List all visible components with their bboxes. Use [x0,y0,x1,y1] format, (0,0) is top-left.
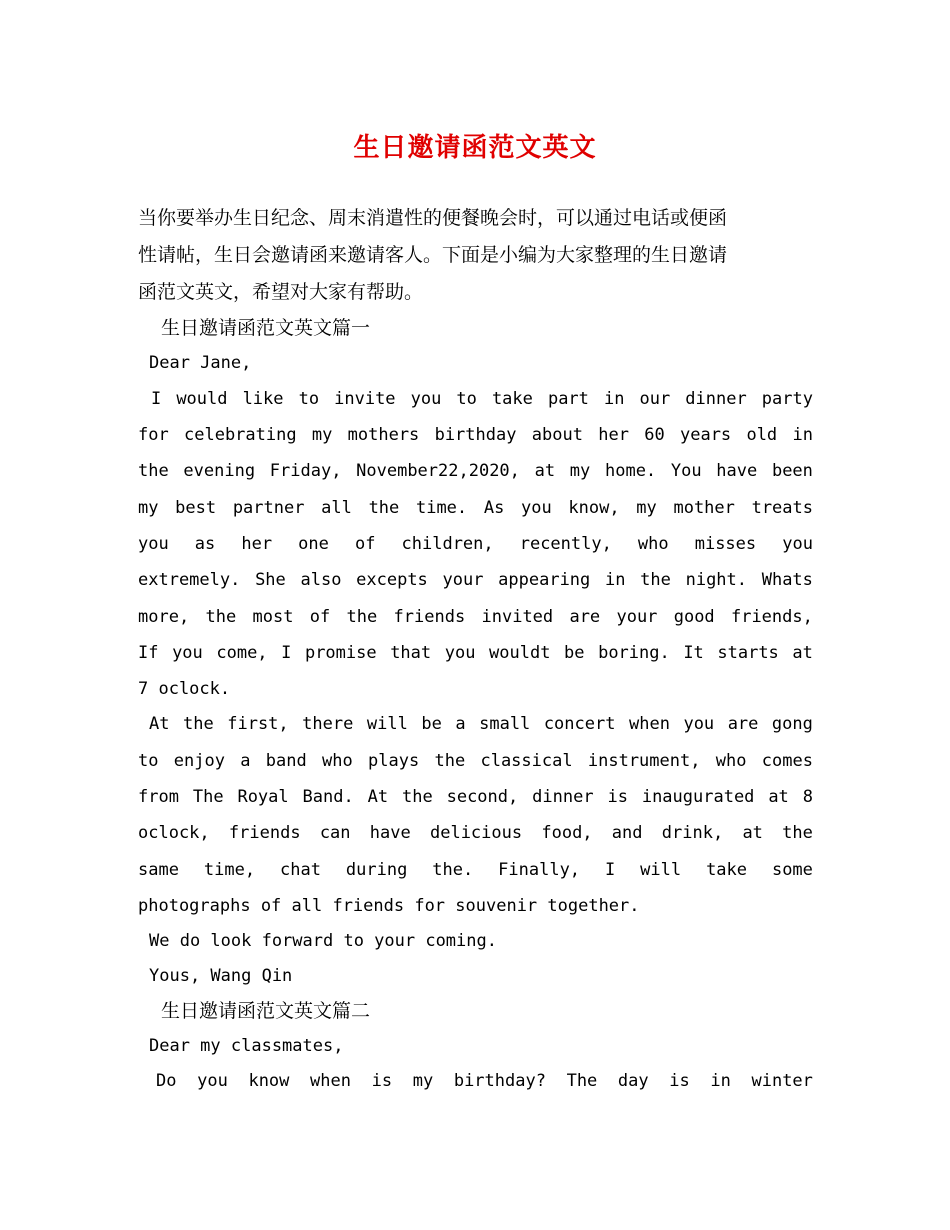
word: at [768,787,789,807]
word: in [604,570,626,590]
word: like [242,389,284,409]
word: Whats [761,570,813,590]
word: classical [480,751,573,771]
word: chat [280,860,321,880]
letter1-salutation: Dear Jane, [149,353,252,373]
word: same [138,860,179,880]
word: second, [446,787,519,807]
word: I [281,643,292,663]
word: also [300,570,342,590]
word: you [683,714,715,734]
word: my [412,1071,434,1091]
word: treats [751,498,813,518]
word: during [345,860,408,880]
word: I [604,860,616,880]
word: winter [751,1071,813,1091]
word: all [321,498,352,518]
letter1-p2-line-1 [149,706,813,742]
letter1-p1-line-7 [138,599,813,635]
word: Friday, [269,461,342,481]
word: is [371,1071,393,1091]
word: boring. [598,643,670,663]
word: that [390,643,432,663]
word: misses [694,534,757,554]
word: dinner [685,389,747,409]
word: one [298,534,329,554]
word: friends [393,607,466,627]
word: concert [543,714,616,734]
word: food, [541,823,593,843]
word: and [611,823,643,843]
letter1-p1-line-4 [138,490,813,526]
word: Band. [302,787,354,807]
word: who [322,751,353,771]
section-heading-1: 生日邀请函范文英文篇一 [161,317,371,339]
word: day [617,1071,649,1091]
letter1-p1-line-5 [138,526,813,562]
word: wouldt [489,643,551,663]
letter1-signature: Yous, Wang Qin [149,966,293,986]
word: there [302,714,354,734]
word: have [716,461,758,481]
word: at [534,461,556,481]
word: band [265,751,307,771]
word: mother [673,498,735,518]
word: party [761,389,813,409]
word: you [172,643,203,663]
word: night. [685,570,748,590]
word: time, [203,860,256,880]
word: excepts [356,570,428,590]
letter1-p2-line-5 [138,852,813,888]
word: Royal [237,787,289,807]
word: from [138,787,179,807]
word: most [252,607,294,627]
word: You [670,461,702,481]
word: 60 [644,425,665,445]
word: delicious [429,823,523,843]
word: to [298,389,320,409]
word: you [138,534,169,554]
letter1-p2-line-6: photographs of all friends for souvenir together. [138,896,640,916]
word: the [183,714,214,734]
letter1-p1-line-2 [138,417,813,453]
word: promise [304,643,377,663]
word: oclock, [138,823,210,843]
word: of [309,607,331,627]
word: have [369,823,411,843]
word: the. [432,860,474,880]
word: extremely. [138,570,241,590]
word: years [679,425,732,445]
letter2-p1-line-1 [156,1063,813,1099]
word: who [637,534,669,554]
word: instrument, [587,751,701,771]
word: a [240,751,251,771]
word: Finally, [498,860,581,880]
word: when [628,714,670,734]
word: your [616,607,658,627]
word: will [640,860,682,880]
word: small [479,714,531,734]
word: to [138,751,159,771]
word: celebrating [184,425,297,445]
word: can [319,823,351,843]
word: As [483,498,505,518]
word: as [194,534,216,554]
word: a [455,714,466,734]
word: birthday [434,425,517,445]
word: is [607,787,628,807]
word: the [346,607,378,627]
section-heading-2: 生日邀请函范文英文篇二 [161,1000,371,1022]
document-title: 生日邀请函范文英文 [353,133,597,163]
word: in [710,1071,731,1091]
word: the [782,823,813,843]
word: come, [216,643,268,663]
word: appearing [498,570,591,590]
word: If [138,643,159,663]
word: her [241,534,273,554]
letter1-p2-line-3 [138,779,813,815]
word: take [706,860,748,880]
word: my [311,425,333,445]
word: is [669,1071,690,1091]
word: drink, [661,823,724,843]
letter1-p1-line-3 [138,453,813,489]
letter1-p1-line-1 [151,381,813,417]
word: inaugurated [641,787,755,807]
word: about [531,425,583,445]
letter2-salutation: Dear my classmates, [149,1036,344,1056]
word: are [569,607,601,627]
word: been [771,461,813,481]
letter1-p2-line-4 [138,815,813,851]
word: you [521,498,552,518]
word: enjoy [173,751,225,771]
word: my [569,461,591,481]
word: At [149,714,170,734]
word: be [564,643,585,663]
word: of [354,534,376,554]
letter1-p1-line-9: 7 oclock. [138,679,231,699]
word: our [639,389,671,409]
word: when [310,1071,351,1091]
word: know [248,1071,290,1091]
word: you [782,534,813,554]
word: will [366,714,408,734]
word: your [442,570,484,590]
word: friends [228,823,301,843]
word: who [715,751,747,771]
intro-line-1: 当你要举办生日纪念、周末消遣性的便餐晚会时，可以通过电话或便函 [138,207,728,229]
word: recently, [519,534,612,554]
word: 8 [802,787,813,807]
word: at [792,643,813,663]
word: gong [771,714,813,734]
word: children, [401,534,494,554]
word: my [138,498,159,518]
word: some [771,860,813,880]
word: for [138,425,169,445]
word: Do [156,1071,177,1091]
word: first, [227,714,289,734]
word: invite [334,389,396,409]
word: The [566,1071,598,1091]
word: be [421,714,442,734]
word: best [175,498,217,518]
word: friends, [730,607,813,627]
word: invited [481,607,554,627]
word: starts [717,643,779,663]
word: She [255,570,286,590]
word: the [368,498,400,518]
word: the [640,570,671,590]
word: at [742,823,763,843]
word: you [444,643,476,663]
word: in [792,425,813,445]
word: to [456,389,477,409]
word: take [491,389,533,409]
word: in [603,389,625,409]
word: evening [183,461,256,481]
word: home. [604,461,657,481]
word: old [746,425,778,445]
word: part [547,389,589,409]
word: know, [568,498,620,518]
word: The [192,787,224,807]
word: the [205,607,237,627]
intro-line-2: 性请帖，生日会邀请函来邀请客人。下面是小编为大家整理的生日邀请 [138,244,728,266]
letter1-p1-line-8 [138,635,813,671]
word: good [673,607,715,627]
word: her [598,425,629,445]
letter1-p2-line-2 [138,743,813,779]
word: partner [232,498,305,518]
word: the [401,787,433,807]
intro-line-3: 函范文英文，希望对大家有帮助。 [138,281,424,303]
word: comes [761,751,813,771]
word: the [434,751,466,771]
word: November22,2020, [356,461,520,481]
word: are [727,714,759,734]
word: would [176,389,228,409]
word: time. [415,498,468,518]
letter1-closing: We do look forward to your coming. [149,931,497,951]
letter1-p1-line-6 [138,562,813,598]
word: mothers [347,425,420,445]
word: birthday? [453,1071,546,1091]
word: It [683,643,704,663]
word: plays [368,751,420,771]
word: dinner [532,787,594,807]
word: you [410,389,442,409]
word: the [138,461,169,481]
word: more, [138,607,190,627]
word: At [367,787,389,807]
word: I [151,389,162,409]
word: you [197,1071,228,1091]
word: my [636,498,657,518]
